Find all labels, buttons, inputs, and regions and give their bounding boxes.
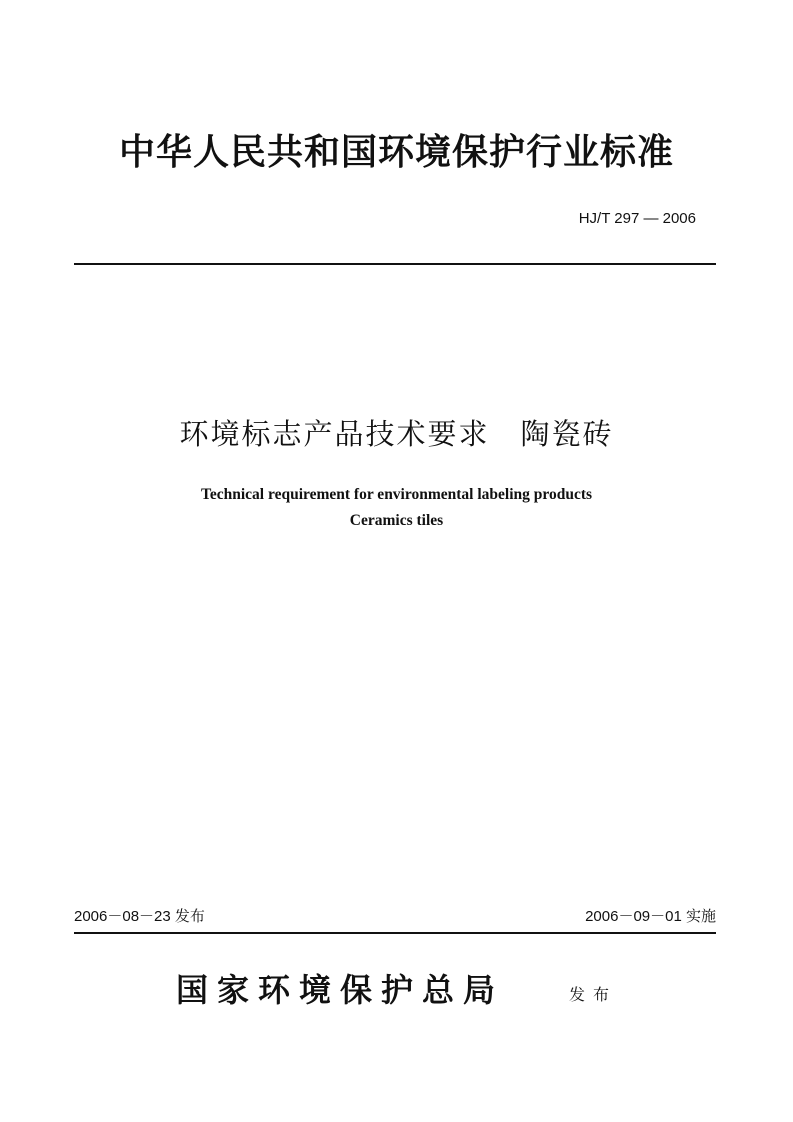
document-title-en-line1: Technical requirement for environmental labeling products (200, 486, 593, 503)
issuing-authority: 国家环境保护总局 (176, 971, 505, 1009)
document-title-cn: 环境标志产品技术要求 陶瓷砖 (179, 417, 614, 451)
effective-date: 2006－09－01 实施 (585, 908, 716, 925)
issuing-verb: 发布 (569, 985, 618, 1004)
header-title: 中华人民共和国环境保护行业标准 (118, 131, 674, 173)
top-divider (74, 263, 716, 265)
bottom-divider (74, 932, 716, 934)
standard-code: HJ/T 297 — 2006 (578, 210, 696, 227)
issue-date: 2006－08－23 发布 (74, 908, 205, 925)
document-title-en-line2: Ceramics tiles (349, 512, 444, 529)
